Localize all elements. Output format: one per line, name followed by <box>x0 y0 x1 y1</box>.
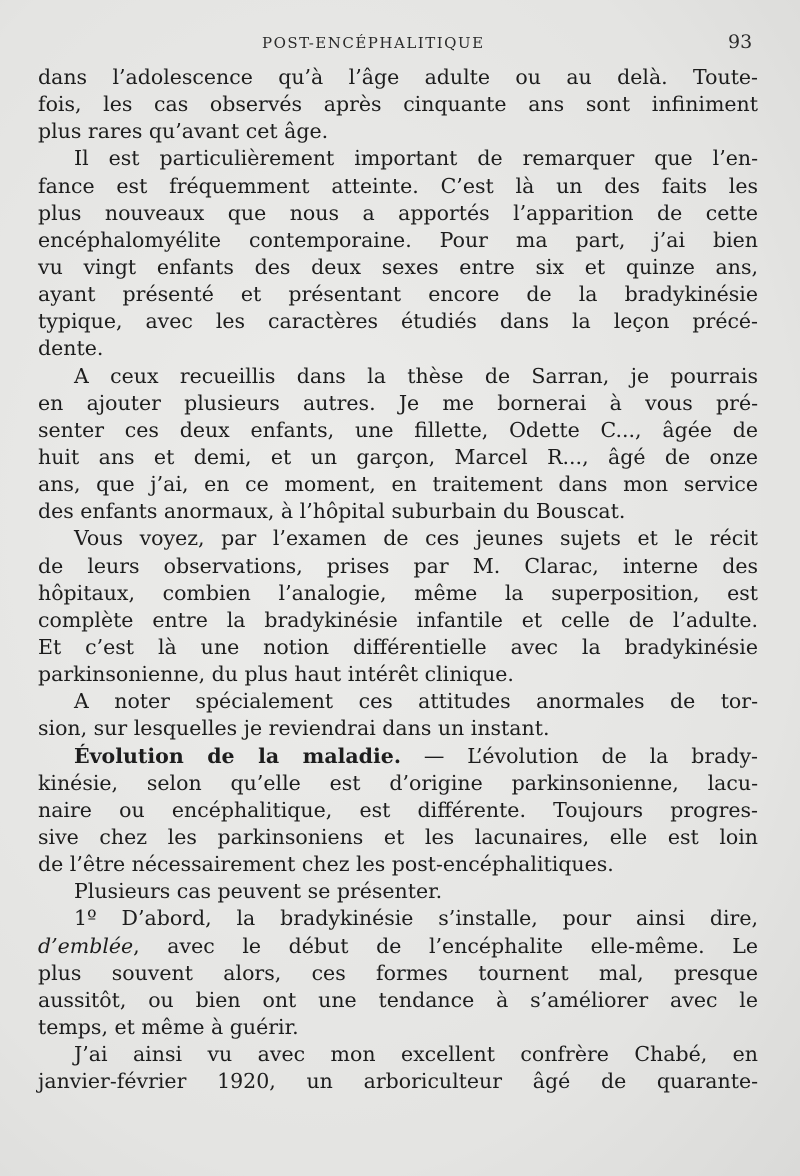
text-line: dans l’adolescence qu’à l’âge adulte ou au delà. Toute- <box>38 65 758 89</box>
text-line: sive chez les parkinsoniens et les lacunaires, elle est loin <box>38 824 758 849</box>
text-line: vu vingt enfants des deux sexes entre six et quinze ans, <box>38 254 758 279</box>
page-number: 93 <box>728 31 753 53</box>
text-line: plus nouveaux que nous a apportés l’apparition de cette <box>38 200 758 225</box>
text-line: temps, et même à guérir. <box>38 1014 299 1039</box>
text-line: dente. <box>38 336 104 361</box>
running-title: POST-ENCÉPHALITIQUE <box>262 34 485 52</box>
text-line: des enfants anormaux, à l’hôpital suburbain du Bouscat. <box>38 499 626 524</box>
page-header <box>0 31 800 60</box>
text-line <box>38 933 758 960</box>
text-line: janvier-février 1920, un arboriculteur âgé de quarante- <box>38 1069 758 1094</box>
paragraph <box>38 64 758 145</box>
text-line: kinésie, selon qu’elle est d’origine parkinsonienne, lacu- <box>38 770 758 795</box>
text-line: de leurs observations, prises par M. Clarac, interne des <box>38 553 758 578</box>
paragraph <box>38 878 758 905</box>
text-line <box>38 743 758 770</box>
text-line: senter ces deux enfants, une fillette, Odette C..., âgée de <box>38 417 758 442</box>
text-line: plus rares qu’avant cet âge. <box>38 119 329 144</box>
text-line: hôpitaux, combien l’analogie, même la superposition, est <box>38 580 758 605</box>
emphasis-continuation: , avec le début de l’encéphalite elle-même. Le <box>133 933 758 958</box>
paragraph <box>38 743 758 879</box>
text-line: typique, avec les caractères étudiés dans la leçon précé- <box>38 309 758 334</box>
text-line: A noter spécialement ces attitudes anormales de tor- <box>74 689 758 714</box>
text-line: A ceux recueillis dans la thèse de Sarran, je pourrais <box>74 363 758 388</box>
paragraph <box>38 905 758 1041</box>
text-line: naire ou encéphalitique, est différente. Toujours progres- <box>38 797 758 822</box>
text-line: complète entre la bradykinésie infantile et celle de l’adulte. <box>38 607 758 632</box>
section-heading: Évolution de la maladie. <box>74 743 401 768</box>
paragraph <box>38 363 758 526</box>
text-line: aussitôt, ou bien ont une tendance à s’améliorer avec le <box>38 987 758 1012</box>
text-line: fance est fréquemment atteinte. C’est là un des faits les <box>38 173 758 198</box>
text-line: sion, sur lesquelles je reviendrai dans un instant. <box>38 716 550 741</box>
text-line: ans, que j’ai, en ce moment, en traitement dans mon service <box>38 472 758 497</box>
text-line: Vous voyez, par l’examen de ces jeunes sujets et le récit <box>74 526 758 551</box>
text-line: fois, les cas observés après cinquante ans sont infiniment <box>38 92 758 117</box>
paragraph <box>38 145 758 362</box>
paragraph <box>38 688 758 742</box>
text-line: 1º D’abord, la bradykinésie s’installe, pour ainsi dire, <box>74 906 758 931</box>
paragraph <box>38 1041 758 1095</box>
text-line: en ajouter plusieurs autres. Je me bornerai à vous pré- <box>38 390 758 415</box>
text-line: Il est particulièrement important de remarquer que l’en- <box>74 146 758 171</box>
emphasis-text: d’emblée <box>38 933 134 958</box>
text-line: encéphalomyélite contemporaine. Pour ma part, j’ai bien <box>38 227 758 252</box>
text-line: plus souvent alors, ces formes tournent mal, presque <box>38 960 758 985</box>
text-line: ayant présenté et présentant encore de la bradykinésie <box>38 282 758 307</box>
page-body <box>38 64 758 1095</box>
paragraph <box>38 525 758 688</box>
text-line: parkinsonienne, du plus haut intérêt clinique. <box>38 662 514 687</box>
heading-continuation: — L’évolution de la brady- <box>400 743 758 768</box>
text-line: J’ai ainsi vu avec mon excellent confrère Chabé, en <box>74 1042 758 1067</box>
text-line: de l’être nécessairement chez les post-encéphalitiques. <box>38 852 614 877</box>
text-line: Plusieurs cas peuvent se présenter. <box>74 879 443 904</box>
text-line: huit ans et demi, et un garçon, Marcel R..., âgé de onze <box>38 444 758 469</box>
text-line: Et c’est là une notion différentielle avec la bradykinésie <box>38 634 758 659</box>
